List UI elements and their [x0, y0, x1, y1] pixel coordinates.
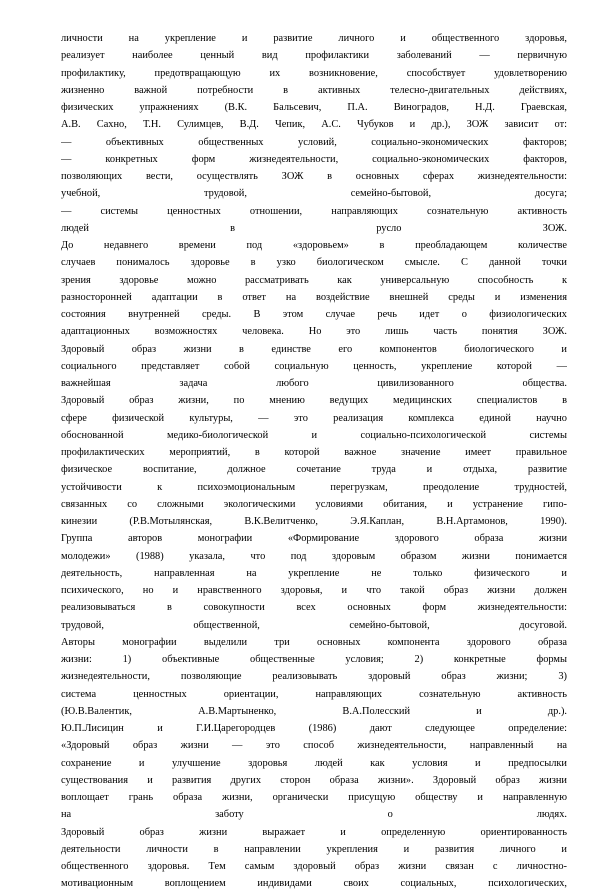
text-line: физических упражнениях (В.К. Бальсевич, П.А. Виноградов, Н.Д. Граевская,: [61, 102, 567, 113]
text-line: адаптационных возможностях человека. Но это лишь часть понятия ЗОЖ.: [61, 326, 567, 338]
text-line: воплощает грань образа жизни, органически присущую обществу и направленную: [61, 792, 567, 803]
text-line: Авторы монографии выделили три основных компонента здорового образа: [61, 636, 567, 648]
text-line: реализует наиболее ценный вид профилактики заболеваний — первичную: [61, 50, 567, 62]
text-line: молодежи» (1988) указала, что под здоровым образом жизни понимается: [61, 550, 567, 562]
text-line: Ю.П.Лисицин и Г.И.Царегородцев (1986) дают следующее определение:: [61, 723, 567, 734]
text-line: на заботу о людях.: [61, 809, 567, 821]
text-line: учебной, трудовой, семейно-бытовой, досуга;: [61, 188, 567, 200]
text-line: позволяющих вести, осуществлять ЗОЖ в основных сферах жизнедеятельности:: [61, 171, 567, 182]
text-line: зрения здоровье можно рассматривать как универсальную способность к: [61, 274, 567, 286]
text-line: разносторонней адаптации в ответ на воздействие внешней среды и изменения: [61, 291, 567, 303]
text-line: — конкретных форм жизнедеятельности, социально-экономических факторов,: [61, 153, 567, 165]
text-line: обоснованной медико-биологической и социально-психологической системы: [61, 429, 567, 441]
text-line: социального представляет собой социальную ценность, укрепление которой —: [61, 360, 567, 372]
text-line: важнейшая задача любого цивилизованного общества.: [61, 378, 567, 389]
text-line: система ценностных ориентации, направляющих сознательную активность: [61, 688, 567, 700]
text-line: — системы ценностных отношении, направляющих сознательную активность: [61, 205, 567, 217]
text-line: профилактику, предотвращающую их возникновение, способствует удовлетворению: [61, 67, 567, 79]
text-line: состояния внутренней среды. В этом случае речь идет о физиологических: [61, 309, 567, 320]
text-line: (Ю.В.Валентик, А.В.Мартыненко, В.А.Полесский и др.).: [61, 705, 567, 717]
text-line: мотивационным воплощением индивидами своих социальных, психологических,: [61, 878, 567, 890]
text-line: Здоровый образ жизни выражает и определенную ориентированность: [61, 826, 567, 838]
text-line: трудовой, общественной, семейно-бытовой, досуговой.: [61, 619, 567, 631]
text-line: сфере физической культуры, — это реализация комплекса единой научно: [61, 412, 567, 424]
text-line: физическое воспитание, должное сочетание труда и отдыха, развитие: [61, 464, 567, 476]
text-line: — объективных общественных условий, социально-экономических факторов;: [61, 136, 567, 148]
text-line: связанных со сложными экологическими условиями обитания, и устранение гипо-: [61, 498, 567, 510]
text-line: деятельности личности в направлении укрепления и развития личного и: [61, 843, 567, 855]
text-line: профилактических мероприятий, в которой важное значение имеет правильное: [61, 447, 567, 458]
text-line: деятельность, направленная на укрепление не только физического и: [61, 567, 567, 579]
text-line: «Здоровый образ жизни — это способ жизнедеятельности, направленный на: [61, 740, 567, 752]
text-line: психического, но и нравственного здоровья, и что такой образ жизни должен: [61, 585, 567, 596]
document-page: [61, 30, 567, 893]
text-line: сохранение и улучшение здоровья людей как условия и предпосылки: [61, 757, 567, 769]
text-line: жизнедеятельности, позволяющие реализовывать здоровый образ жизни; 3): [61, 671, 567, 683]
text-line: существования и развития других сторон образа жизни». Здоровый образ жизни: [61, 774, 567, 786]
text-line: жизненно важной потребности в активных телесно-двигательных действиях,: [61, 84, 567, 96]
text-line: людей в русло ЗОЖ.: [61, 222, 567, 234]
text-line: жизни: 1) объективные общественные условия; 2) конкретные формы: [61, 654, 567, 665]
text-line: общественного здоровья. Тем самым здоровый образ жизни связан с личностно-: [61, 861, 567, 872]
text-line: реализовываться в совокупности всех основных форм жизнедеятельности:: [61, 602, 567, 614]
text-line: устойчивости к психоэмоциональным перегрузкам, преодоление трудностей,: [61, 481, 567, 493]
text-line: До недавнего времени под «здоровьем» в преобладающем количестве: [61, 240, 567, 251]
text-line: Группа авторов монографии «Формирование здорового образа жизни: [61, 533, 567, 545]
text-line: кинезии (Р.В.Мотылянская, В.К.Велитченко, Э.Я.Каплан, В.Н.Артамонов, 1990).: [61, 516, 567, 527]
text-line: Здоровый образ жизни, по мнению ведущих медицинских специалистов в: [61, 395, 567, 407]
text-line: личности на укрепление и развитие личного и общественного здоровья,: [61, 33, 567, 44]
text-line: А.В. Сахно, Т.Н. Сулимцев, В.Д. Чепик, А.С. Чубуков и др.), ЗОЖ зависит от:: [61, 119, 567, 131]
text-line: Здоровый образ жизни в единстве его компонентов биологического и: [61, 343, 567, 355]
text-line: случаев понималось здоровье в узко биологическом смысле. С данной точки: [61, 257, 567, 269]
